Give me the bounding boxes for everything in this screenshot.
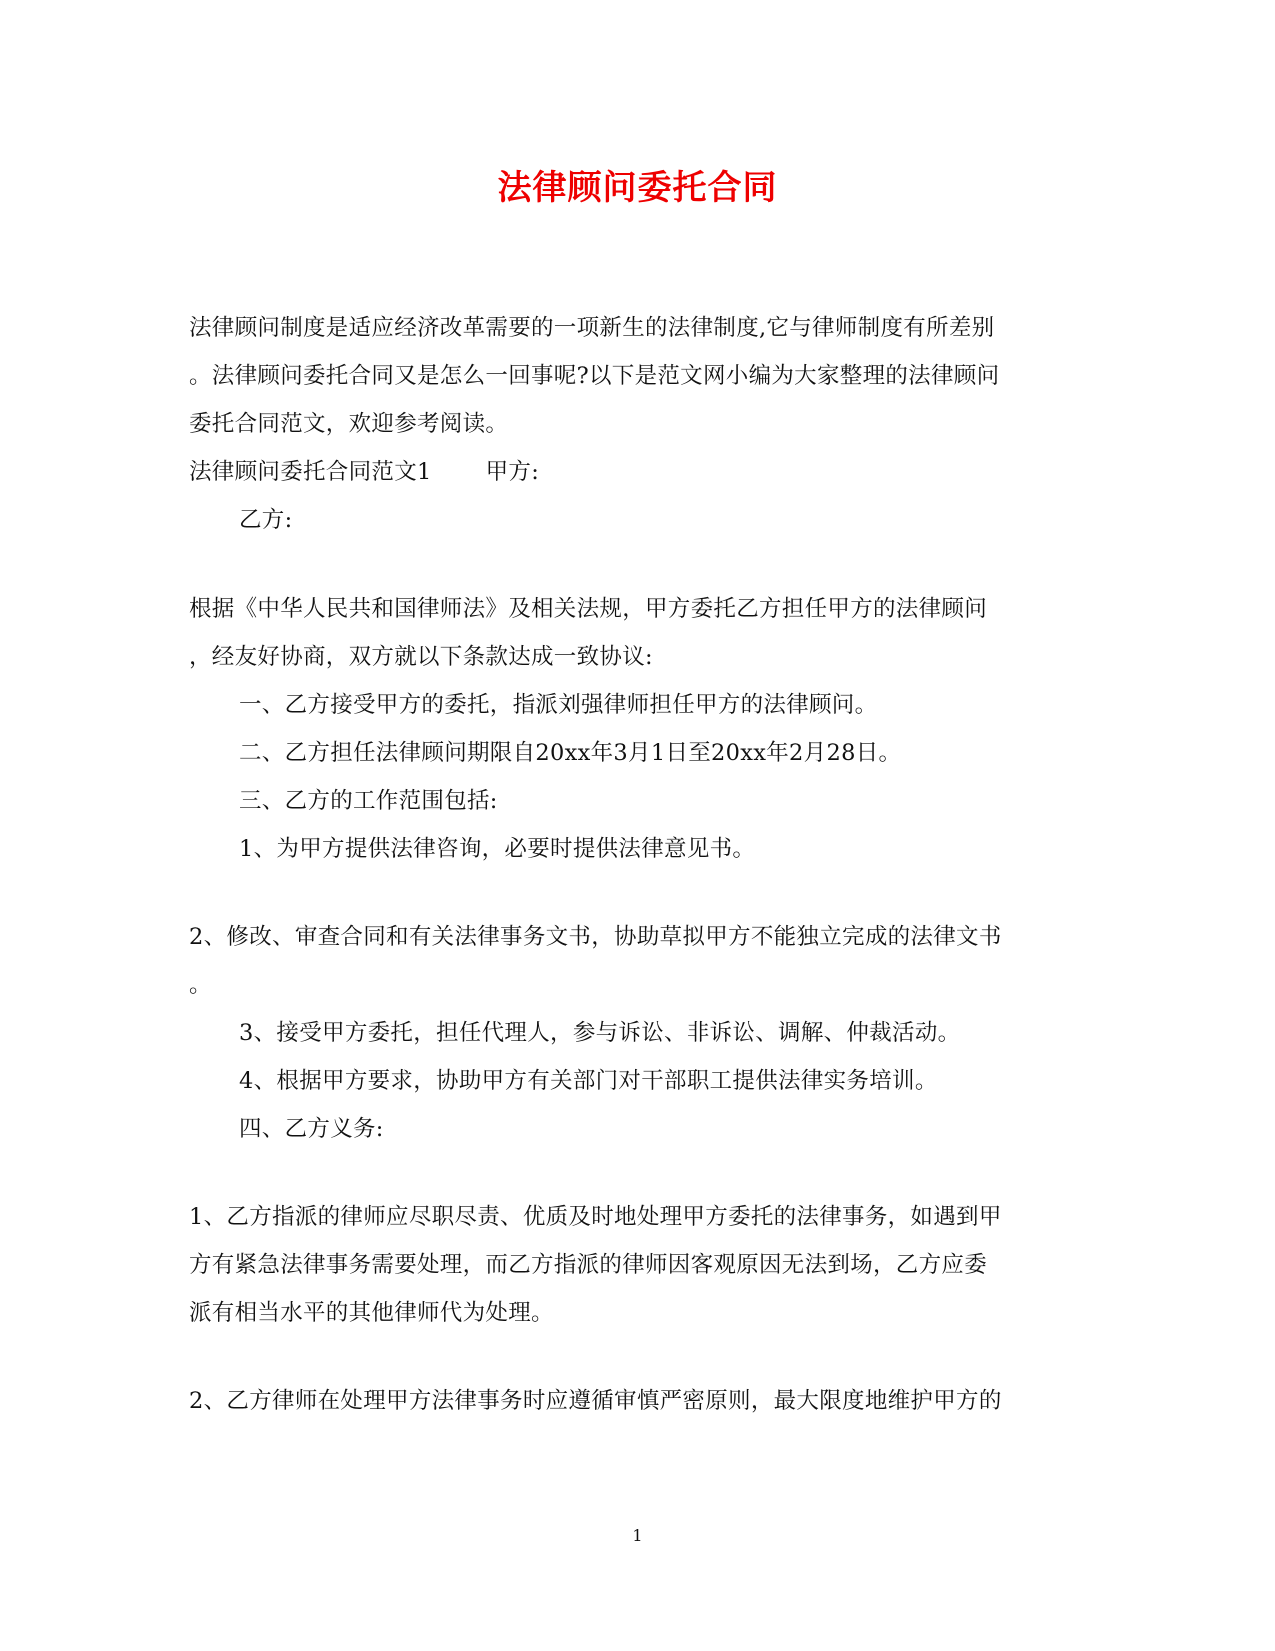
page-number: 1 bbox=[632, 1526, 643, 1545]
party-b-label: 乙方: bbox=[239, 507, 293, 533]
intro-line-3: 委托合同范文，欢迎参考阅读。 bbox=[189, 411, 509, 437]
intro-line-1: 法律顾问制度是适应经济改革需要的一项新生的法律制度,它与律师制度有所差别 bbox=[189, 315, 995, 341]
duty-1-line-2: 方有紧急法律事务需要处理，而乙方指派的律师因客观原因无法到场，乙方应委 bbox=[189, 1252, 988, 1278]
duty-1-line-3: 派有相当水平的其他律师代为处理。 bbox=[189, 1300, 554, 1326]
document-title: 法律顾问委托合同 bbox=[497, 168, 778, 208]
sample-heading-row bbox=[189, 457, 539, 487]
duty-2-line-1: 2、乙方律师在处理甲方法律事务时应遵循审慎严密原则，最大限度地维护甲方的 bbox=[189, 1388, 1002, 1414]
intro-line-2: 。法律顾问委托合同又是怎么一回事呢?以下是范文网小编为大家整理的法律顾问 bbox=[189, 363, 1000, 389]
scope-item-2-line-2: 。 bbox=[189, 972, 212, 998]
clause-4: 四、乙方义务: bbox=[239, 1116, 384, 1142]
sample-heading: 法律顾问委托合同范文1 bbox=[189, 459, 432, 485]
clause-1: 一、乙方接受甲方的委托，指派刘强律师担任甲方的法律顾问。 bbox=[239, 692, 878, 718]
preamble-line-1: 根据《中华人民共和国律师法》及相关法规，甲方委托乙方担任甲方的法律顾问 bbox=[189, 596, 988, 622]
scope-item-1: 1、为甲方提供法律咨询，必要时提供法律意见书。 bbox=[239, 836, 756, 862]
duty-1-line-1: 1、乙方指派的律师应尽职尽责、优质及时地处理甲方委托的法律事务，如遇到甲 bbox=[189, 1204, 1002, 1230]
scope-item-4: 4、根据甲方要求，协助甲方有关部门对干部职工提供法律实务培训。 bbox=[239, 1068, 938, 1094]
scope-item-3: 3、接受甲方委托，担任代理人，参与诉讼、非诉讼、调解、仲裁活动。 bbox=[239, 1020, 961, 1046]
party-a-label: 甲方: bbox=[485, 459, 540, 485]
clause-2: 二、乙方担任法律顾问期限自20xx年3月1日至20xx年2月28日。 bbox=[239, 740, 902, 766]
clause-3: 三、乙方的工作范围包括: bbox=[239, 788, 498, 814]
scope-item-2-line-1: 2、修改、审查合同和有关法律事务文书，协助草拟甲方不能独立完成的法律文书 bbox=[189, 924, 1002, 950]
preamble-line-2: ，经友好协商，双方就以下条款达成一致协议: bbox=[189, 644, 653, 670]
